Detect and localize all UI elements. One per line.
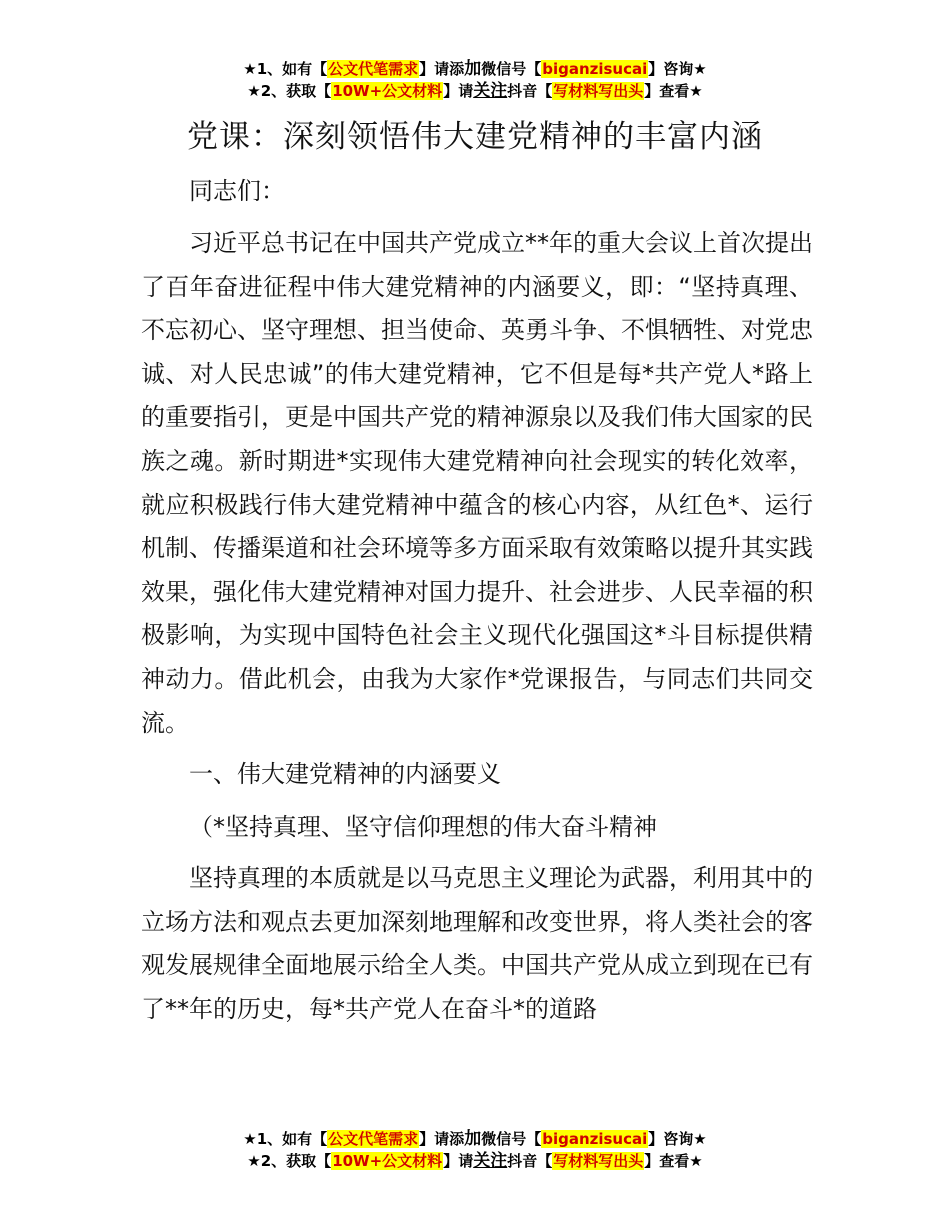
highlight-wechat-id: biganzisucai bbox=[542, 1130, 648, 1148]
highlight-douyin-account: 写材料写出头 bbox=[553, 1152, 644, 1170]
subsection-heading: （*坚持真理、坚守信仰理想的伟大奋斗精神 bbox=[189, 813, 657, 841]
top-promo-banner bbox=[0, 58, 950, 102]
highlight-ghostwriting: 公文代笔需求 bbox=[328, 1130, 419, 1148]
promo-line-1: ★1、如有【公文代笔需求】请添加微信号【biganzisucai】咨询★ bbox=[243, 59, 707, 79]
greeting-paragraph: 同志们： bbox=[189, 177, 285, 205]
promo-line-2: ★2、获取【10W+公文材料】请关注抖音【写材料写出头】查看★ bbox=[247, 81, 703, 101]
bottom-promo-banner bbox=[0, 1128, 950, 1172]
highlight-douyin-account: 写材料写出头 bbox=[553, 82, 644, 100]
document-title: 党课：深刻领悟伟大建党精神的丰富内涵 bbox=[187, 119, 763, 155]
promo-line-2: ★2、获取【10W+公文材料】请关注抖音【写材料写出头】查看★ bbox=[247, 1151, 703, 1171]
body-paragraph: 坚持真理的本质就是以马克思主义理论为武器，利用其中的立场方法和观点去更加深刻地理解和改变世界，将人类社会的客观发展规律全面地展示给全人类。中国共产党从成立到现在已有了**年的历史，每*共产党人在奋斗*的道路 bbox=[141, 864, 813, 1023]
intro-paragraph: 习近平总书记在中国共产党成立**年的重大会议上首次提出了百年奋进征程中伟大建党精神的内涵要义，即：“坚持真理、不忘初心、坚守理想、担当使命、英勇斗争、不惧牺牲、对党忠诚、对人民忠诚”的伟大建党精神，它不但是每*共产党人*路上的重要指引，更是中国共产党的精神源泉以及我们伟大国家的民族之魂。新时期进*实现伟大建党精神向社会现实的转化效率，就应积极践行伟大建党精神中蕴含的核心内容，从红色*、运行机制、传播渠道和社会环境等多方面采取有效策略以提升其实践效果，强化伟大建党精神对国力提升、社会进步、人民幸福的积极影响，为实现中国特色社会主义现代化强国这*斗目标提供精神动力。借此机会，由我为大家作*党课报告，与同志们共同交流。 bbox=[141, 229, 813, 737]
highlight-materials: 10W+公文材料 bbox=[332, 1152, 443, 1170]
highlight-ghostwriting: 公文代笔需求 bbox=[328, 60, 419, 78]
section-heading: 一、伟大建党精神的内涵要义 bbox=[189, 760, 501, 788]
promo-line-1: ★1、如有【公文代笔需求】请添加微信号【biganzisucai】咨询★ bbox=[243, 1129, 707, 1149]
highlight-materials: 10W+公文材料 bbox=[332, 82, 443, 100]
highlight-wechat-id: biganzisucai bbox=[542, 60, 648, 78]
